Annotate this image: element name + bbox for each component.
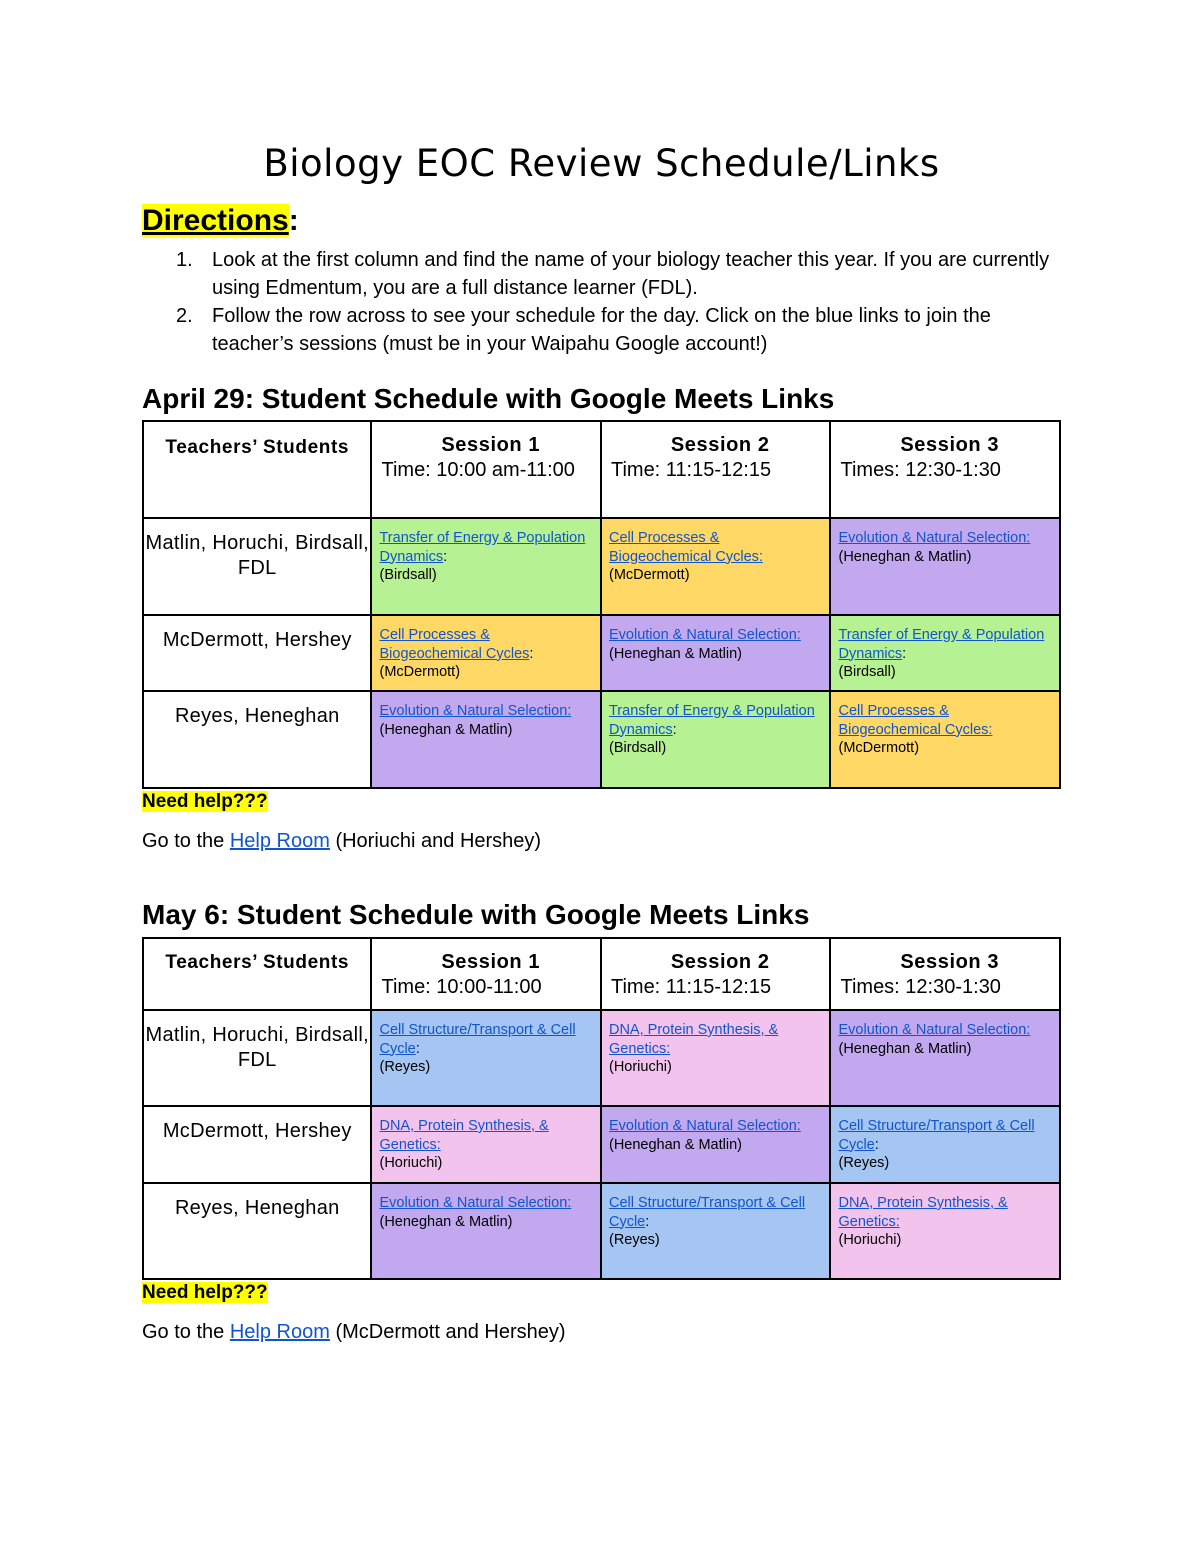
meet-link[interactable]: Evolution & Natural Selection: — [379, 1195, 572, 1211]
session-cell — [830, 1106, 1060, 1183]
link-colon: : — [874, 1136, 879, 1153]
meet-link[interactable]: DNA, Protein Synthesis, & Genetics: — [379, 1118, 549, 1153]
teacher-group-cell: Matlin, Horuchi, Birdsall, FDL — [143, 518, 371, 615]
meet-link[interactable]: Cell Structure/Transport & Cell Cycle — [379, 1022, 576, 1057]
session-teacher: (Heneghan & Matlin) — [838, 1040, 972, 1057]
session-cell — [371, 518, 601, 615]
teacher-group-cell: McDermott, Hershey — [143, 615, 371, 691]
need-help-label — [142, 1282, 268, 1304]
table-header-row — [143, 938, 1060, 1010]
goto-prefix: Go to the — [142, 830, 225, 852]
table-row — [143, 691, 1060, 788]
meet-link[interactable]: Evolution & Natural Selection: — [379, 703, 572, 719]
teacher-group-cell: McDermott, Hershey — [143, 1106, 371, 1183]
help-room-link[interactable]: Help Room — [229, 1321, 330, 1343]
session-name: Session 2 — [670, 951, 770, 973]
help-room-line — [142, 830, 541, 853]
goto-suffix: (Horiuchi and Hershey) — [335, 830, 542, 852]
session-1-header — [371, 421, 601, 518]
session-teacher: (Reyes) — [608, 1232, 660, 1248]
session-cell — [601, 615, 831, 691]
session-time: Time: 11:15-12:15 — [610, 976, 772, 998]
session-teacher: (Horiuchi) — [379, 1155, 443, 1171]
link-colon: : — [529, 645, 534, 662]
meet-link[interactable]: Evolution & Natural Selection: — [608, 1118, 801, 1134]
session-time: Time: 11:15-12:15 — [610, 459, 772, 481]
may-schedule-table — [142, 937, 1061, 1280]
session-teacher: (Birdsall) — [838, 664, 896, 680]
teachers-students-header: Teachers’ Students — [143, 938, 371, 1010]
session-cell — [371, 1183, 601, 1279]
table-row — [143, 1106, 1060, 1183]
directions-item — [142, 246, 1061, 302]
session-cell — [371, 1106, 601, 1183]
meet-link[interactable]: DNA, Protein Synthesis, & Genetics: — [838, 1195, 1008, 1230]
meet-link[interactable]: Cell Processes & Biogeochemical Cycles: — [838, 703, 993, 738]
session-teacher: (Heneghan & Matlin) — [379, 1213, 513, 1230]
teacher-group-cell: Reyes, Heneghan — [143, 691, 371, 788]
session-name: Session 3 — [900, 951, 1000, 973]
session-cell — [601, 1010, 831, 1106]
session-cell — [601, 1183, 831, 1279]
session-teacher: (Horiuchi) — [608, 1059, 672, 1075]
teacher-group-cell: Reyes, Heneghan — [143, 1183, 371, 1279]
session-teacher: (Heneghan & Matlin) — [838, 548, 972, 565]
april-schedule-table — [142, 420, 1061, 789]
meet-link[interactable]: Evolution & Natural Selection: — [838, 1022, 1031, 1038]
session-cell — [830, 691, 1060, 788]
table-row — [143, 615, 1060, 691]
meet-link[interactable]: Cell Structure/Transport & Cell Cycle — [608, 1195, 806, 1230]
goto-prefix: Go to the — [142, 1321, 225, 1343]
session-3-header — [830, 938, 1060, 1010]
session-2-header — [601, 421, 831, 518]
help-room-line — [142, 1321, 566, 1344]
directions-item-number: 2. — [176, 305, 193, 327]
meet-link[interactable]: Evolution & Natural Selection: — [608, 627, 801, 643]
session-cell — [601, 518, 831, 615]
session-cell — [601, 1106, 831, 1183]
session-teacher: (Heneghan & Matlin) — [379, 721, 513, 738]
session-time: Time: 10:00-11:00 — [381, 976, 542, 998]
meet-link[interactable]: Cell Processes & Biogeochemical Cycles — [379, 627, 530, 662]
session-cell — [830, 1183, 1060, 1279]
session-teacher: (Heneghan & Matlin) — [608, 645, 742, 662]
session-teacher: (McDermott) — [379, 664, 461, 680]
directions-heading — [142, 204, 299, 238]
session-teacher: (Horiuchi) — [838, 1232, 902, 1248]
meet-link[interactable]: Transfer of Energy & Population Dynamics — [608, 703, 815, 738]
teachers-students-header: Teachers’ Students — [143, 421, 371, 518]
goto-suffix: (McDermott and Hershey) — [335, 1321, 566, 1343]
directions-label: Directions — [142, 204, 289, 237]
table-header-row — [143, 421, 1060, 518]
session-cell — [830, 518, 1060, 615]
table-row — [143, 1010, 1060, 1106]
session-name: Session 1 — [441, 951, 541, 973]
session-time: Times: 12:30-1:30 — [840, 459, 1001, 481]
session-cell — [830, 1010, 1060, 1106]
session-cell — [371, 691, 601, 788]
link-colon: : — [902, 645, 907, 662]
session-2-header — [601, 938, 831, 1010]
session-cell — [371, 615, 601, 691]
session-cell — [830, 615, 1060, 691]
session-teacher: (McDermott) — [838, 740, 920, 756]
directions-colon: : — [288, 204, 299, 237]
meet-link[interactable]: Transfer of Energy & Population Dynamics — [379, 530, 586, 565]
session-1-header — [371, 938, 601, 1010]
session-3-header — [830, 421, 1060, 518]
table-row — [143, 518, 1060, 615]
session-teacher: (Reyes) — [838, 1155, 890, 1171]
session-cell — [371, 1010, 601, 1106]
help-room-link[interactable]: Help Room — [229, 830, 330, 852]
session-teacher: (McDermott) — [608, 567, 690, 583]
table-row — [143, 1183, 1060, 1279]
session-name: Session 1 — [441, 434, 541, 456]
meet-link[interactable]: Transfer of Energy & Population Dynamics — [838, 627, 1045, 662]
link-colon: : — [672, 721, 677, 738]
session-teacher: (Birdsall) — [608, 740, 667, 756]
session-name: Session 2 — [670, 434, 770, 456]
meet-link[interactable]: Cell Processes & Biogeochemical Cycles: — [608, 530, 763, 565]
directions-item — [142, 302, 1061, 358]
directions-list — [142, 246, 1061, 358]
need-help-label — [142, 791, 268, 813]
page-title: Biology EOC Review Schedule/Links — [263, 142, 940, 185]
directions-item-text: Follow the row across to see your schedule for the day. Click on the blue links to join the teacher’s sessions (must be in your Waipahu Google account!) — [212, 305, 991, 355]
session-time: Time: 10:00 am-11:00 — [381, 459, 575, 481]
directions-item-text: Look at the first column and find the name of your biology teacher this year. If you are currently using Edmentum, you are a full distance learner (FDL). — [212, 249, 1050, 299]
session-teacher: (Reyes) — [379, 1059, 431, 1075]
april-schedule-heading: April 29: Student Schedule with Google Meets Links — [142, 383, 835, 414]
link-colon: : — [415, 1040, 420, 1057]
session-teacher: (Birdsall) — [379, 567, 437, 583]
may-schedule-heading: May 6: Student Schedule with Google Meets Links — [142, 899, 810, 930]
session-time: Times: 12:30-1:30 — [840, 976, 1001, 998]
need-help-text: Need help??? — [142, 1282, 268, 1303]
session-name: Session 3 — [900, 434, 1000, 456]
session-teacher: (Heneghan & Matlin) — [608, 1136, 742, 1153]
teacher-group-cell: Matlin, Horuchi, Birdsall, FDL — [143, 1010, 371, 1106]
directions-item-number: 1. — [176, 249, 193, 271]
session-cell — [601, 691, 831, 788]
meet-link[interactable]: DNA, Protein Synthesis, & Genetics: — [608, 1022, 779, 1057]
link-colon: : — [645, 1213, 650, 1230]
meet-link[interactable]: Cell Structure/Transport & Cell Cycle — [838, 1118, 1035, 1153]
need-help-text: Need help??? — [142, 791, 268, 812]
meet-link[interactable]: Evolution & Natural Selection: — [838, 530, 1031, 546]
link-colon: : — [443, 548, 448, 565]
